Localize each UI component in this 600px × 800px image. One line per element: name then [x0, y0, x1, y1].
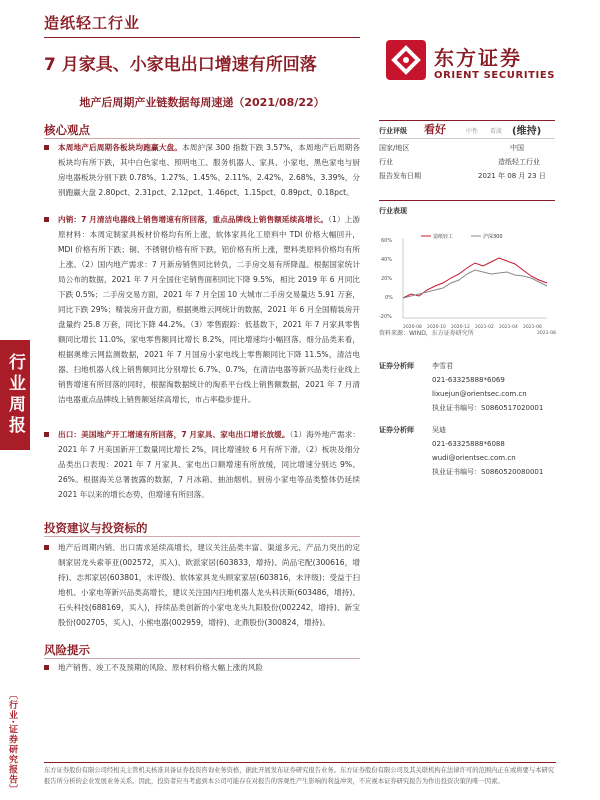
disclaimer: 东方证券股份有限公司经相关主管机关核准具备证券投资咨询业务资格，据此开展发布证券研究报告业务。东方证券股份有限公司及其关联机构在法律许可的范围内正在或将要与本研究报告所分析的企业发展业务关系。因此，投资者应当考虑到本公司可能存在对报告的客观性产生影响的利益冲突，不应视本证券研究报告为作出投资决策的唯一因素。: [44, 767, 555, 785]
report-subtitle: 地产后周期产业链数据每周速递（2021/08/22）: [79, 96, 325, 109]
rating-label: 行业评级: [379, 127, 407, 135]
x-tick: 2021-04: [499, 325, 518, 330]
rating-divider: [379, 138, 555, 139]
x-tick: 2021-02: [475, 325, 494, 330]
legend-paper: 造纸轻工: [433, 234, 454, 240]
info-label-industry: 行业: [379, 158, 393, 166]
core-para-1-body: 本周沪深 300 指数下跌 3.57%，本周地产后周期各板块均有所下跌，其中白色家电、照明电工、服务机器人、家具、小家电、黑色家电与厨房电器板块分别下跌 0.78%、1.27%、1.45%、2.11%、2.42%、2.68%、3.39%，分别跑赢大盘 2.80pct、2.31pct、2.12pct、1.46pct、1.15pct、0.89pct、0.18pct。: [58, 143, 361, 197]
rating-status: (维持): [512, 126, 542, 137]
bullet-icon: [44, 665, 49, 670]
x-tick: 2021-08: [537, 331, 556, 336]
x-tick: 2021-06: [523, 325, 542, 330]
y-tick: -20%: [379, 314, 392, 320]
risk-body: 地产销售、竣工不及预期的风险、原材料价格大幅上涨的风险: [58, 663, 264, 672]
analyst-phone: 021-63325888*6069: [432, 376, 505, 384]
analyst-email[interactable]: wudi@orientsec.com.cn: [432, 454, 516, 462]
bullet-icon: [44, 145, 49, 150]
header-divider: [44, 37, 360, 38]
advice-paragraph: [44, 540, 360, 630]
y-tick: 40%: [381, 257, 393, 263]
advice-body: 地产后周期内销、出口需求延续高增长，建议关注品类丰富、渠道多元、产品力突出的定制家居龙头索菲亚(002572，买入)、欧派家居(603833，增持)、尚品宅配(300616，增持)、志邦家居(603801，未评级)、软体家具龙头顾家家居(603816，未评级)；受益于扫地机、小家电等新兴品类高增长，建议关注国内扫地机器人龙头科沃斯(603486，增持)、石头科技(688169，买入)，持续品类创新的小家电龙头九阳股份(002242，增持)、新宝股份(002705，买入)、小熊电器(002959，增持)、北鼎股份(300824，增持)。: [58, 543, 360, 627]
legend-csi300: 沪深300: [483, 234, 503, 240]
rating-low: 看淡: [490, 128, 503, 135]
analyst-role: 证券分析师: [379, 362, 414, 370]
info-value-industry: 造纸轻工行业: [498, 158, 540, 166]
logo-mark-icon: [386, 40, 426, 80]
footer-divider: [44, 762, 556, 763]
section-divider: [44, 658, 360, 659]
info-value-date: 2021 年 08 月 23 日: [478, 172, 546, 180]
series-csi300-line: [403, 270, 547, 298]
section-risk: 风险提示: [44, 643, 90, 657]
brand-name-en: ORIENT SECURITIES: [434, 70, 556, 81]
report-category: 〔行业·证券研究报告〕: [7, 690, 17, 795]
section-core-views: 核心观点: [44, 123, 90, 137]
rating-mid: 中性: [466, 128, 479, 135]
x-tick: 2020-10: [427, 325, 446, 330]
core-paragraph-2: [44, 212, 360, 407]
y-tick: 0%: [385, 295, 393, 301]
chart-source: 资料来源：WIND，东方证券研究所: [379, 330, 474, 337]
analyst-name: 李雪君: [432, 362, 453, 370]
core-para-1-lead: 本周地产后周期各板块均跑赢大盘。: [58, 143, 182, 152]
risk-paragraph: [44, 660, 360, 675]
info-label-region: 国家/地区: [379, 144, 410, 152]
rating-value: 看好: [424, 123, 446, 136]
performance-chart: [379, 228, 556, 336]
bullet-icon: [44, 217, 49, 222]
brand-logo: [386, 40, 572, 96]
core-paragraph-3: [44, 427, 360, 502]
report-title: 7 月家具、小家电出口增速有所回落: [44, 55, 317, 75]
bullet-icon: [44, 545, 49, 550]
section-divider: [44, 138, 360, 139]
core-para-2-lead: 内销：7 月清洁电器线上销售增速有所回落，重点品牌线上销售额延续高增长。: [58, 215, 329, 224]
right-divider: [379, 120, 555, 121]
y-tick: 60%: [381, 238, 393, 244]
series-paper-line: [403, 258, 547, 298]
core-para-3-lead: 出口：美国地产开工增速有所回落，7 月家具、家电出口增长放缓。: [58, 430, 290, 439]
analyst-cert: 执业证书编号：S0860520080001: [432, 468, 544, 476]
core-paragraph-1: [44, 140, 360, 200]
y-tick: 20%: [381, 276, 393, 282]
bullet-icon: [44, 432, 49, 437]
perf-chart-svg: [379, 228, 556, 336]
x-tick: 2020-12: [451, 325, 470, 330]
section-investment-advice: 投资建议与投资标的: [44, 521, 148, 535]
analyst-phone: 021-63325888*6088: [432, 440, 505, 448]
industry-label: 造纸轻工行业: [44, 14, 141, 32]
core-para-2-body: （1）上游原材料：本周定制家具板材价格均有所上涨，软体家具化工原料中 TDI 价格大幅回升，MDI 价格有所下跌；铜、不锈钢价格有所下跌，铝价格有所上涨，塑料类原料价格均有所上涨。（2）国内地产需求：7 月新房销售同比转负，二手房交易有所降温。根据国家统计局公布的数据，2021 年 7 月全国住宅销售面积同比下降 9.5%，相比 2019 年 6 月同比下跌 0.5%；二手房交易方面，2021 年 7 月全国 10 大城市二手房交易量达 5.91 万套，同比下跌 29%；精装房开盘方面，根据奥维云网统计的数据，2021 年 6 月全国精装房开盘量约 25.8 万套，同比下降 44.2%。（3）零售跟踪：低基数下，2021 年 7 月家具零售额同比增长 11.0%，家电零售额同比增长 8.2%，同比增速均小幅回落。细分品类来看，根据奥维云网监测数据，2021 年 7 月国房小家电线上零售额同比下降 11.5%，清洁电器、扫地机器人线上销售额同比分别增长 6.7%、0.7%，在清洁电器等新兴品类行业线上销售增速有所回落的同时，根据淘数据统计的淘系平台线上销售额数据，2021 年 7 月清洁电器重点品牌线上销售额延续高增长，市占率稳步提升。: [58, 215, 360, 404]
perf-divider: [379, 200, 555, 201]
analyst-role: 证券分析师: [379, 426, 414, 434]
info-value-region: 中国: [510, 144, 524, 152]
perf-title: 行业表现: [379, 207, 407, 215]
info-label-date: 报告发布日期: [379, 172, 421, 180]
brand-name-cn: 东方证券: [434, 46, 522, 70]
report-type-tab: 行业周报: [0, 340, 30, 450]
x-tick: 2020-08: [403, 325, 422, 330]
analyst-cert: 执业证书编号：S0860517020001: [432, 404, 544, 412]
core-para-3-body: （1）海外地产需求：2021 年 7 月美国新开工数量同比增长 2%，同比增速较 6 月有所下滑。（2）板块及细分品类出口表现：2021 年 7 月家具、家电出口额增速有所放缓，同比增速分别达 9%、26%。根据海关总署披露的数据，7 月冰箱、抽油烟机、厨房小家电等品类整体仍延续 2021 年以来的增长态势，但增速有所回落。: [58, 430, 360, 499]
analyst-email[interactable]: lixuejun@orientsec.com.cn: [432, 390, 527, 398]
analyst-name: 吴迪: [432, 426, 446, 434]
section-divider: [44, 536, 360, 537]
